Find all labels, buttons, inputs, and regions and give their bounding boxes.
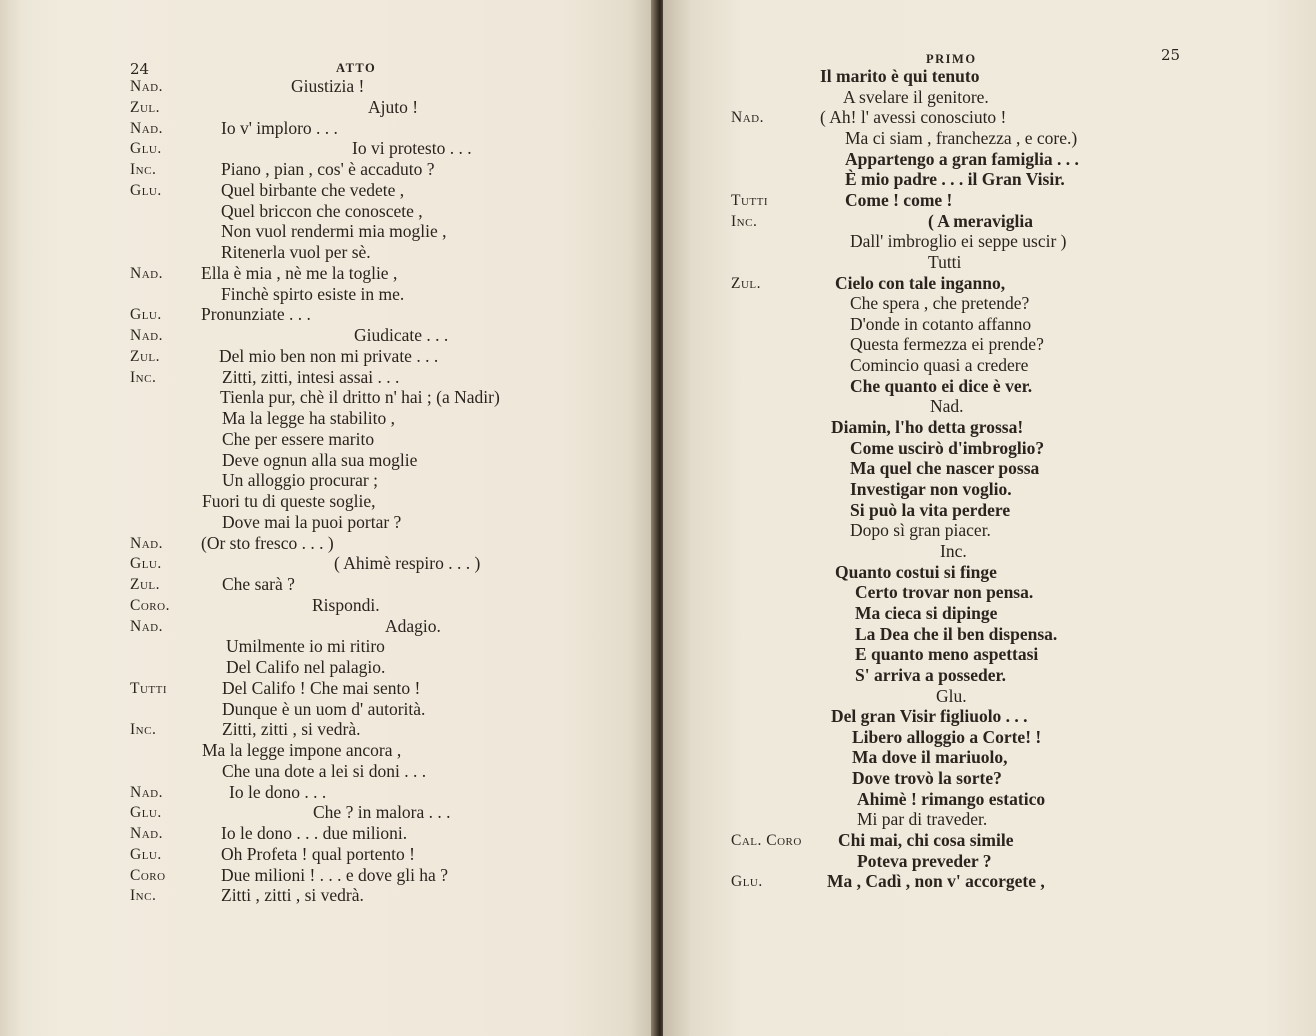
- verse-text: Che per essere marito: [222, 428, 375, 449]
- verse-text: Nad.: [930, 396, 964, 417]
- right-text-line: [663, 479, 1316, 500]
- left-text-line: [0, 284, 655, 305]
- right-page: [663, 0, 1316, 1036]
- verse-text: A svelare il genitore.: [843, 86, 989, 107]
- right-text-line: [663, 541, 1316, 562]
- right-text-line: [663, 686, 1316, 707]
- verse-text: Piano , pian , cos' è accaduto ?: [221, 159, 435, 179]
- left-text-line: [0, 595, 655, 616]
- verse-text: Come ! come !: [845, 189, 953, 210]
- left-text-line: [0, 740, 655, 761]
- right-text-line: [663, 231, 1316, 252]
- verse-text: Giustizia !: [291, 76, 365, 96]
- verse-text: Del gran Visir figliuolo . . .: [831, 706, 1028, 727]
- left-text-line: [0, 450, 655, 471]
- right-text-line: [663, 273, 1316, 294]
- verse-text: Questa fermezza ei prende?: [850, 334, 1044, 355]
- right-text-line: [663, 169, 1316, 190]
- right-text-line: [663, 128, 1316, 149]
- left-text-line: [0, 242, 655, 263]
- verse-text: Che quanto ei dice è ver.: [850, 375, 1033, 396]
- left-text-line: [0, 782, 655, 803]
- verse-text: Inc.: [940, 540, 967, 561]
- right-text-line: [663, 500, 1316, 521]
- verse-text: Io le dono . . . due milioni.: [221, 823, 408, 843]
- verse-text: (Or sto fresco . . . ): [201, 532, 334, 553]
- speaker-label: Tutti: [130, 679, 168, 697]
- verse-text: E quanto meno aspettasi: [855, 644, 1039, 665]
- speaker-label: Nad.: [130, 327, 163, 344]
- left-text-line: [0, 719, 655, 740]
- speaker-label: Inc.: [731, 212, 758, 230]
- speaker-label: Nad.: [130, 78, 163, 95]
- speaker-label: Cal. Coro: [731, 832, 802, 850]
- left-text-line: [0, 491, 655, 512]
- right-text-line: [663, 376, 1316, 397]
- verse-text: Si può la vita perdere: [850, 499, 1011, 520]
- right-text-line: [663, 624, 1316, 645]
- verse-text: Ahimè ! rimango estatico: [857, 788, 1046, 809]
- verse-text: Giudicate . . .: [354, 325, 449, 345]
- speaker-label: Inc.: [130, 721, 157, 739]
- left-text-line: [0, 844, 655, 865]
- verse-text: Ma la legge impone ancora ,: [202, 740, 402, 760]
- right-text-line: [663, 396, 1316, 417]
- right-text-line: [663, 458, 1316, 479]
- verse-text: Io v' imploro . . .: [221, 117, 338, 138]
- right-text-line: [663, 706, 1316, 727]
- right-text-line: [663, 789, 1316, 810]
- left-text-line: [0, 367, 655, 388]
- verse-text: Libero alloggio a Corte! !: [852, 726, 1042, 747]
- verse-text: Ma quel che nascer possa: [850, 458, 1040, 479]
- verse-text: Glu.: [936, 685, 967, 706]
- right-text-line: [663, 252, 1316, 273]
- left-page-number: 24: [130, 60, 150, 78]
- right-text-line: [663, 851, 1316, 872]
- verse-text: Ma dove il mariuolo,: [852, 747, 1008, 768]
- left-text-line: [0, 76, 655, 97]
- right-text-line: [663, 293, 1316, 314]
- speaker-label: Tutti: [731, 191, 769, 209]
- verse-text: ( Ah! l' avessi conosciuto !: [820, 107, 1007, 128]
- speaker-label: Glu.: [130, 140, 162, 158]
- verse-text: Zitti, zitti, intesi assai . . .: [222, 366, 400, 387]
- left-text-line: [0, 574, 655, 595]
- left-text-line: [0, 263, 655, 284]
- verse-text: Dall' imbroglio ei seppe uscir ): [850, 231, 1067, 252]
- speaker-label: Coro.: [130, 596, 170, 614]
- verse-text: Io vi protesto . . .: [352, 138, 472, 159]
- speaker-label: Zul.: [130, 347, 161, 365]
- verse-text: Che spera , che pretende?: [850, 293, 1030, 314]
- left-text-line: [0, 553, 655, 574]
- verse-text: Non vuol rendermi mia moglie ,: [221, 221, 447, 242]
- verse-text: Certo trovar non pensa.: [855, 582, 1034, 603]
- right-text-line: [663, 107, 1316, 128]
- verse-text: Poteva preveder ?: [857, 850, 992, 871]
- speaker-label: Glu.: [130, 555, 162, 573]
- left-text-line: [0, 678, 655, 699]
- verse-text: Tutti: [928, 251, 962, 272]
- left-text-line: [0, 346, 655, 367]
- right-text-line: [663, 314, 1316, 335]
- verse-text: Del Califo ! Che mai sento !: [222, 677, 421, 698]
- verse-text: Del mio ben non mi private . . .: [219, 345, 439, 366]
- verse-text: Ma ci siam , franchezza , e core.): [845, 127, 1078, 148]
- verse-text: È mio padre . . . il Gran Visir.: [845, 169, 1065, 190]
- speaker-label: Zul.: [130, 576, 161, 593]
- left-text-line: [0, 865, 655, 886]
- verse-text: S' arriva a posseder.: [855, 664, 1007, 685]
- verse-text: Chi mai, chi cosa simile: [838, 830, 1014, 851]
- verse-text: Umilmente io mi ritiro: [226, 636, 385, 657]
- speaker-label: Nad.: [130, 264, 163, 282]
- verse-text: Quanto costui si finge: [835, 561, 997, 582]
- verse-text: Un alloggio procurar ;: [222, 470, 378, 491]
- left-text-line: [0, 699, 655, 720]
- speaker-label: Coro: [130, 866, 166, 884]
- verse-text: Quel briccon che conoscete ,: [221, 200, 423, 221]
- verse-text: Rispondi.: [312, 594, 380, 615]
- speaker-label: Nad.: [130, 825, 163, 842]
- verse-text: Appartengo a gran famiglia . . .: [845, 148, 1079, 169]
- right-text-line: [663, 438, 1316, 459]
- speaker-label: Glu.: [731, 873, 763, 891]
- verse-text: Ma cieca si dipinge: [855, 602, 998, 623]
- left-text-line: [0, 97, 655, 118]
- left-text-line: [0, 636, 655, 657]
- verse-text: Finchè spirto esiste in me.: [221, 283, 405, 304]
- right-text-line: [663, 809, 1316, 830]
- speaker-label: Nad.: [130, 617, 163, 635]
- speaker-label: Glu.: [130, 306, 162, 324]
- right-text-line: [663, 87, 1316, 108]
- speaker-label: Zul.: [130, 98, 161, 116]
- left-text-line: [0, 761, 655, 782]
- right-text-line: [663, 334, 1316, 355]
- verse-text: Cielo con tale inganno,: [835, 272, 1006, 293]
- left-text-line: [0, 512, 655, 533]
- verse-text: La Dea che il ben dispensa.: [855, 623, 1058, 644]
- left-text-line: [0, 221, 655, 242]
- left-text-line: [0, 180, 655, 201]
- right-text-line: [663, 768, 1316, 789]
- left-running-header: ATTO: [336, 61, 377, 75]
- left-text-line: [0, 802, 655, 823]
- verse-text: Dunque è un uom d' autorità.: [222, 698, 426, 719]
- right-text-line: [663, 66, 1316, 87]
- verse-text: Pronunziate . . .: [201, 304, 311, 325]
- verse-text: Dopo sì gran piacer.: [850, 520, 991, 541]
- speaker-label: Inc.: [130, 161, 157, 178]
- verse-text: Come uscirò d'imbroglio?: [850, 437, 1045, 458]
- verse-text: Ritenerla vuol per sè.: [221, 242, 371, 262]
- speaker-label: Nad.: [731, 109, 764, 127]
- left-text-line: [0, 429, 655, 450]
- speaker-label: Nad.: [130, 534, 163, 552]
- verse-text: Mi par di traveder.: [857, 809, 988, 830]
- verse-text: Zitti, zitti , si vedrà.: [222, 719, 361, 740]
- right-text-line: [663, 562, 1316, 583]
- verse-text: Del Califo nel palagio.: [226, 657, 386, 677]
- left-text-line: [0, 885, 655, 906]
- verse-text: Deve ognun alla sua moglie: [222, 449, 418, 470]
- right-text-line: [663, 603, 1316, 624]
- speaker-label: Inc.: [130, 368, 157, 386]
- right-text-line: [663, 830, 1316, 851]
- speaker-label: Glu.: [130, 804, 162, 822]
- right-running-header: PRIMO: [926, 52, 977, 66]
- verse-text: Zitti , zitti , si vedrà.: [221, 885, 364, 906]
- verse-text: Ella è mia , nè me la toglie ,: [201, 262, 398, 283]
- verse-text: D'onde in cotanto affanno: [850, 313, 1032, 334]
- verse-text: ( A meraviglia: [928, 210, 1033, 231]
- right-text-line: [663, 417, 1316, 438]
- left-text-line: [0, 470, 655, 491]
- left-text-line: [0, 387, 655, 408]
- right-text-line: [663, 211, 1316, 232]
- left-text-line: [0, 616, 655, 637]
- speaker-label: Zul.: [731, 274, 762, 292]
- verse-text: Io le dono . . .: [229, 781, 327, 802]
- left-text-line: [0, 325, 655, 346]
- verse-text: Ma la legge ha stabilito ,: [222, 408, 396, 428]
- left-page: [0, 0, 655, 1036]
- verse-text: Tienla pur, chè il dritto n' hai ; (a Nadir): [220, 387, 500, 408]
- right-text-line: [663, 665, 1316, 686]
- verse-text: Ma , Cadì , non v' accorgete ,: [827, 871, 1045, 892]
- verse-text: Ajuto !: [368, 96, 419, 117]
- left-text-line: [0, 138, 655, 159]
- left-text-line: [0, 533, 655, 554]
- left-text-line: [0, 823, 655, 844]
- right-text-line: [663, 644, 1316, 665]
- speaker-label: Inc.: [130, 887, 157, 905]
- right-text-line: [663, 582, 1316, 603]
- verse-text: Adagio.: [385, 615, 441, 636]
- verse-text: Dove trovò la sorte?: [852, 768, 1002, 789]
- verse-text: Che ? in malora . . .: [313, 802, 451, 823]
- left-text-line: [0, 408, 655, 429]
- speaker-label: Glu.: [130, 181, 162, 199]
- right-text-line: [663, 747, 1316, 768]
- right-text-line: [663, 727, 1316, 748]
- verse-text: Dove mai la puoi portar ?: [222, 511, 402, 532]
- verse-text: Che una dote a lei si doni . . .: [222, 760, 427, 781]
- right-text-line: [663, 190, 1316, 211]
- verse-text: Due milioni ! . . . e dove gli ha ?: [221, 864, 448, 885]
- verse-text: Che sarà ?: [222, 574, 295, 594]
- verse-text: ( Ahimè respiro . . . ): [334, 553, 481, 574]
- speaker-label: Nad.: [130, 783, 163, 801]
- verse-text: Comincio quasi a credere: [850, 355, 1029, 376]
- right-text-line: [663, 149, 1316, 170]
- left-text-line: [0, 657, 655, 678]
- right-page-number: 25: [1161, 46, 1181, 64]
- left-text-line: [0, 201, 655, 222]
- left-text-line: [0, 304, 655, 325]
- verse-text: Il marito è qui tenuto: [820, 66, 980, 86]
- verse-text: Oh Profeta ! qual portento !: [221, 843, 415, 864]
- verse-text: Investigar non voglio.: [850, 479, 1012, 499]
- right-text-line: [663, 355, 1316, 376]
- verse-text: Quel birbante che vedete ,: [221, 179, 405, 200]
- right-text-line: [663, 520, 1316, 541]
- right-text-line: [663, 871, 1316, 892]
- verse-text: Diamin, l'ho detta grossa!: [831, 417, 1024, 438]
- left-text-line: [0, 159, 655, 180]
- speaker-label: Glu.: [130, 845, 162, 863]
- speaker-label: Nad.: [130, 119, 163, 137]
- verse-text: Fuori tu di queste soglie,: [202, 491, 376, 511]
- left-text-line: [0, 118, 655, 139]
